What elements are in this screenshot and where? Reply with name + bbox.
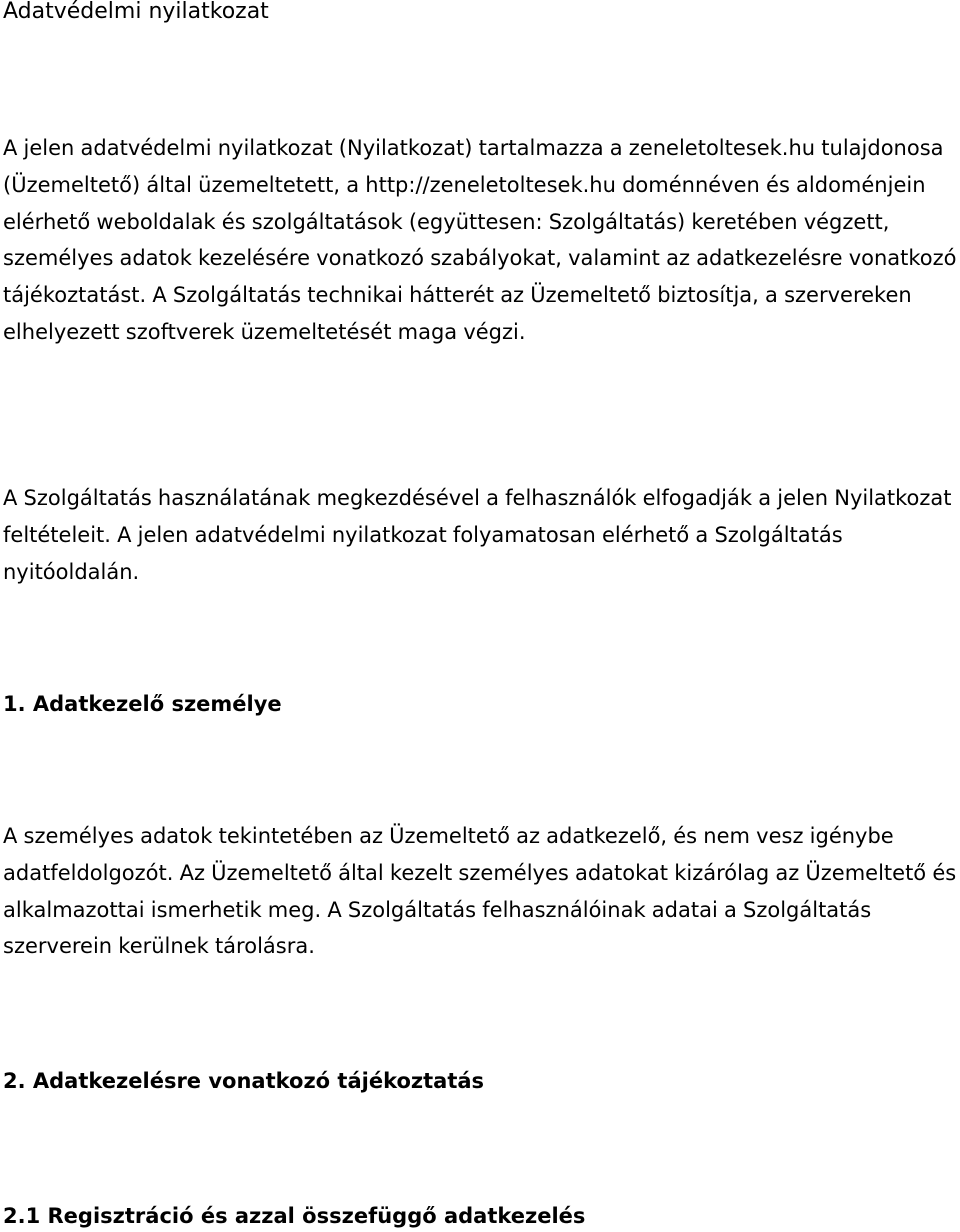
section-heading-data-controller: 1. Adatkezelő személye [3,692,282,716]
section-heading-registration: 2.1 Regisztráció és azzal összefüggő adatkezelés [3,1204,586,1228]
acceptance-paragraph: A Szolgáltatás használatának megkezdésével a felhasználók elfogadják a jelen Nyilatkozat feltételeit. A jelen adatvédelmi nyilatkozat folyamatosan elérhető a Szolgáltatás nyitóoldalán. [3,486,952,584]
data-controller-paragraph: A személyes adatok tekintetében az Üzemeltető az adatkezelő, és nem vesz igénybe adatfeldolgozót. Az Üzemeltető által kezelt személyes adatokat kizárólag az Üzemeltető és alkalmazottai ismerhetik meg. A Szolgáltatás felhasználóinak adatai a Szolgáltatás szerverein kerülnek tárolásra. [3,824,957,959]
intro-paragraph: A jelen adatvédelmi nyilatkozat (Nyilatkozat) tartalmazza a zeneletoltesek.hu tulajdonosa (Üzemeltető) által üzemeltetett, a http://zeneletoltesek.hu doménnéven és aldoménjein elérhető weboldalak és szolgáltatások (együttesen: Szolgáltatás) keretében végzett, személyes adatok kezelésére vonatkozó szabályokat, valamint az adatkezelésre vonatkozó tájékoztatást. A Szolgáltatás technikai hátterét az Üzemeltető biztosítja, a szervereken elhelyezett szoftverek üzemeltetését maga végzi. [3,136,957,344]
section-heading-data-processing-info: 2. Adatkezelésre vonatkozó tájékoztatás [3,1069,485,1093]
document-title: Adatvédelmi nyilatkozat [3,0,269,24]
